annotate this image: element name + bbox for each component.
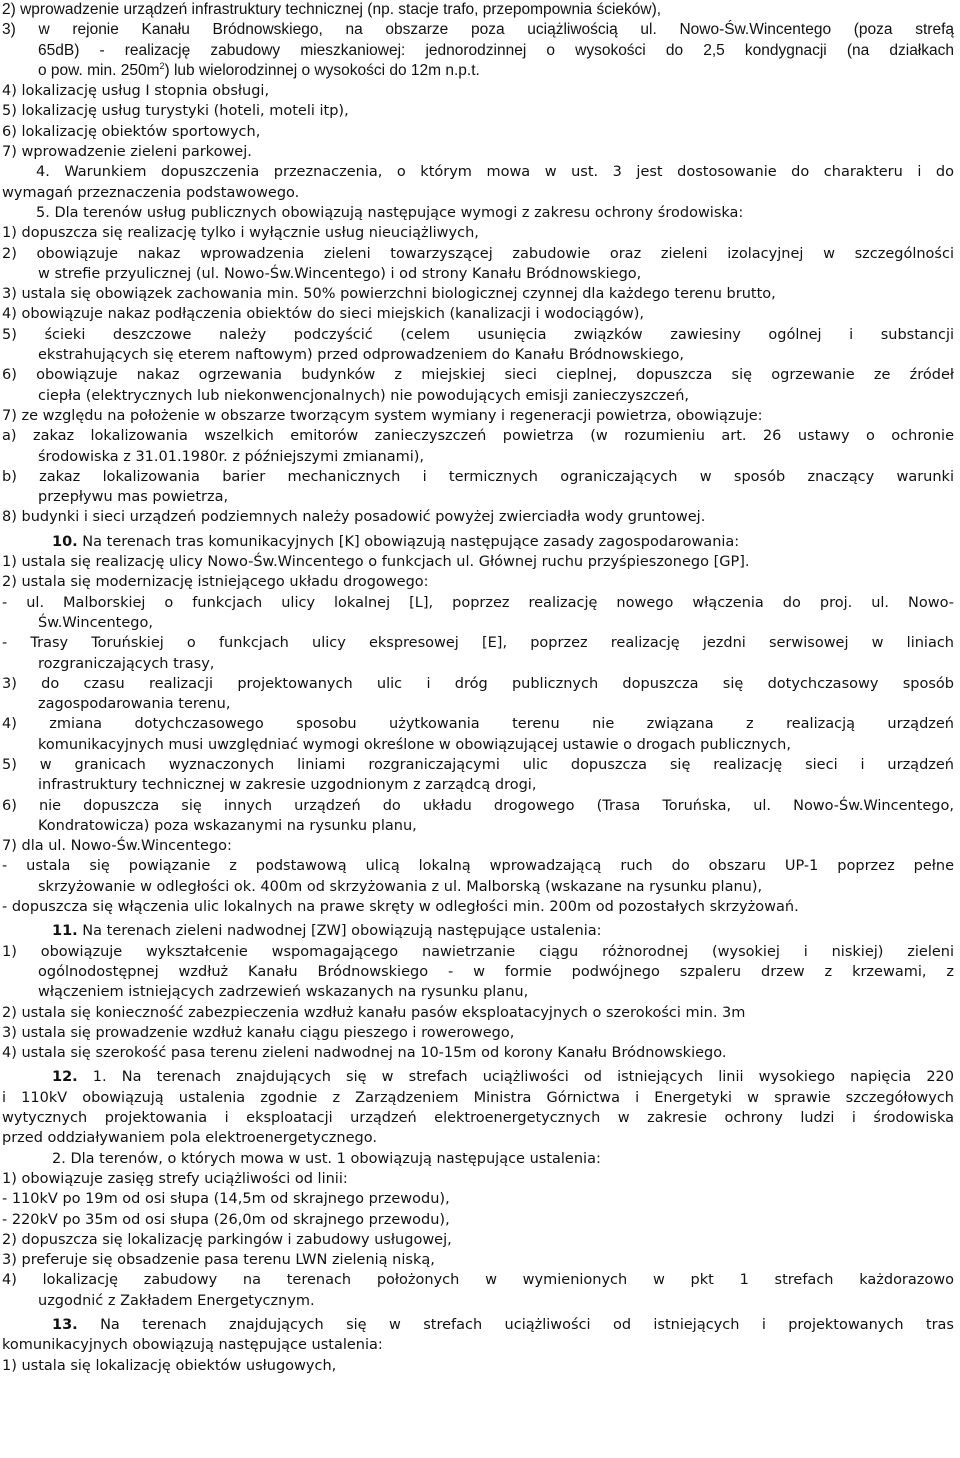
text-line: 5) ścieki deszczowe należy podczyścić (celem usunięcia związków zawiesiny ogólnej i substancji <box>2 326 954 343</box>
text-line: i 110kV obowiązują ustalenia zgodnie z Zarządzeniem Ministra Górnictwa i Energetyki w sprawie szczegółowych <box>2 1089 954 1106</box>
text-line: ogólnodostępnej wzdłuż Kanału Bródnowskiego - w formie podwójnego szpaleru drzew z krzewami, z <box>38 963 954 980</box>
text-line: skrzyżowanie w odległości ok. 400m od skrzyżowania z ul. Malborską (wskazane na rysunku planu), <box>38 878 763 895</box>
section-text: Na terenach zieleni nadwodnej [ZW] obowiązują następujące ustalenia: <box>77 923 602 940</box>
text-line: 7) wprowadzenie zieleni parkowej. <box>2 144 252 161</box>
section-11-heading <box>2 921 954 941</box>
text-line: 65dB) - realizację zabudowy mieszkaniowej: jednorodzinnej o wysokości do 2,5 kondygnacji (na działkach <box>38 41 954 59</box>
text-line: przepływu mas powietrza, <box>38 489 229 506</box>
text-line: - ustala się powiązanie z podstawową ulicą lokalną wprowadzającą ruch do obszaru UP-1 poprzez pełne <box>2 858 954 875</box>
text-line: b) zakaz lokalizowania barier mechanicznych i termicznych ograniczających w sposób znaczący warunki <box>2 468 954 485</box>
text-line: 7) dla ul. Nowo-Św.Wincentego: <box>2 838 232 855</box>
section-text: Na terenach znajdujących się w strefach uciążliwości od istniejących i projektowanych tras <box>77 1317 954 1333</box>
text-line: w strefie przyulicznej (ul. Nowo-Św.Wincentego) i od strony Kanału Bródnowskiego, <box>38 265 642 282</box>
section-text: 1. Na terenach znajdujących się w strefach uciążliwości od istniejących linii wysokiego napięcia 220 <box>77 1069 954 1086</box>
text-line: 1) ustala się realizację ulicy Nowo-Św.Wincentego o funkcjach ul. Głównej ruchu przyśpieszonego [GP]. <box>2 554 750 571</box>
text-line: 4) zmiana dotychczasowego sposobu użytkowania terenu nie związana z realizacją urządzeń <box>2 716 954 733</box>
text-line: uzgodnić z Zakładem Energetycznym. <box>38 1292 315 1309</box>
section-13-heading <box>2 1315 954 1335</box>
text-line: 7) ze względu na położenie w obszarze tworzącym system wymiany i regeneracji powietrza, obowiązuje: <box>2 407 763 424</box>
text-line: 3) preferuje się obsadzenie pasa terenu LWN zielenią niską, <box>2 1252 435 1269</box>
text-line: 2) ustala się konieczność zabezpieczenia wzdłuż kanału pasów eksploatacyjnych o szerokości min. 3m <box>2 1004 746 1021</box>
text-line: 1) obowiązuje wykształcenie wspomagającego nawietrzanie ciągu różnorodnej (wysokiej i niskiej) zieleni <box>2 943 954 960</box>
text-line: Św.Wincentego, <box>38 614 153 631</box>
text-line: 3) w rejonie Kanału Bródnowskiego, na obszarze poza uciążliwością ul. Nowo-Św.Wincentego (poza strefą <box>2 21 954 39</box>
text-line: 2) ustala się modernizację istniejącego układu drogowego: <box>2 574 429 591</box>
text-line: 4) ustala się szerokość pasa terenu zieleni nadwodnej na 10-15m od korony Kanału Bródnowskiego. <box>2 1045 727 1062</box>
text-line: - dopuszcza się włączenia ulic lokalnych na prawe skręty w odległości min. 200m od pozostałych skrzyżowań. <box>2 899 799 916</box>
section-number: 12. <box>52 1069 78 1086</box>
text-line: włączeniem istniejących zadrzewień wskazanych na rysunku planu, <box>38 984 529 1001</box>
text-line: 5) lokalizację usług turystyki (hoteli, moteli itp), <box>2 103 349 120</box>
text-line: 1) obowiązuje zasięg strefy uciążliwości od linii: <box>2 1170 348 1187</box>
text-fragment: o pow. min. 250m <box>38 61 160 79</box>
text-line: 1) ustala się lokalizację obiektów usługowych, <box>2 1357 337 1374</box>
text-line: zagospodarowania terenu, <box>38 696 231 713</box>
text-line: 6) nie dopuszcza się innych urządzeń do układu drogowego (Trasa Toruńska, ul. Nowo-Św.Wincentego, <box>2 797 954 814</box>
superscript: 2 <box>159 60 165 71</box>
text-line: 5) w granicach wyznaczonych liniami rozgraniczającymi ulic dopuszcza się realizację sieci i urządzeń <box>2 756 954 773</box>
text-fragment: ) lub wielorodzinnej o wysokości do 12m n.p.t. <box>164 61 480 79</box>
text-line: przed oddziaływaniem pola elektroenergetycznego. <box>2 1130 377 1147</box>
text-line: ciepła (elektrycznych lub niekonwencjonalnych) nie powodujących emisji zanieczyszczeń, <box>38 387 690 404</box>
text-line: 3) ustala się prowadzenie wzdłuż kanału ciągu pieszego i rowerowego, <box>2 1024 515 1041</box>
text-line: 6) lokalizację obiektów sportowych, <box>2 123 261 140</box>
text-line: 1) dopuszcza się realizację tylko i wyłącznie usług nieuciążliwych, <box>2 225 479 242</box>
text-line: 4) lokalizację usług I stopnia obsługi, <box>2 83 270 100</box>
text-line: - 220kV po 35m od osi słupa (26,0m od skrajnego przewodu), <box>2 1211 450 1228</box>
text-line: rozgraniczających trasy, <box>38 655 215 672</box>
text-line: 3) ustala się obowiązek zachowania min. 50% powierzchni biologicznej czynnej dla każdego terenu brutto, <box>2 286 776 303</box>
text-line: środowiska z 31.01.1980r. z późniejszymi zmianami), <box>38 448 425 465</box>
section-number: 10. <box>52 533 78 550</box>
text-line: 4. Warunkiem dopuszczenia przeznaczenia, o którym mowa w ust. 3 jest dostosowanie do charakteru i do <box>36 164 954 181</box>
section-10-heading <box>2 532 954 552</box>
text-line: a) zakaz lokalizowania wszelkich emitorów zanieczyszczeń powietrza (w rozumieniu art. 26 ustawy o ochronie <box>2 428 954 445</box>
section-number: 13. <box>52 1317 78 1333</box>
text-line: - 110kV po 19m od osi słupa (14,5m od skrajnego przewodu), <box>2 1191 450 1208</box>
section-text: Na terenach tras komunikacyjnych [K] obowiązują następujące zasady zagospodarowania: <box>77 533 740 550</box>
text-line: 6) obowiązuje nakaz ogrzewania budynków z miejskiej sieci cieplnej, dopuszcza się ogrzewanie ze źródeł <box>2 367 954 384</box>
section-12-heading <box>2 1067 954 1087</box>
text-line: 2) obowiązuje nakaz wprowadzenia zieleni towarzyszącej zabudowie oraz zieleni izolacyjnej w szczególności <box>2 245 954 262</box>
text-line: - ul. Malborskiej o funkcjach ulicy lokalnej [L], poprzez realizację nowego włączenia do proj. ul. Nowo- <box>2 594 954 611</box>
text-line: 2. Dla terenów, o których mowa w ust. 1 obowiązują następujące ustalenia: <box>52 1150 601 1167</box>
text-line: komunikacyjnych musi uwzględniać wymogi określone w obowiązującej ustawie o drogach publicznych, <box>38 736 791 753</box>
text-line: - Trasy Toruńskiej o funkcjach ulicy ekspresowej [E], poprzez realizację jezdni serwisowej w liniach <box>2 635 954 652</box>
text-line: 3) do czasu realizacji projektowanych ulic i dróg publicznych dopuszcza się dotychczasowy sposób <box>2 675 954 692</box>
text-line: wytycznych projektowania i eksploatacji urządzeń elektroenergetycznych w zakresie ochrony ludzi i środowiska <box>2 1110 954 1127</box>
text-line: 4) obowiązuje nakaz podłączenia obiektów do sieci miejskich (kanalizacji i wodociągów), <box>2 306 644 323</box>
text-line: 2) dopuszcza się lokalizację parkingów i zabudowy usługowej, <box>2 1231 452 1248</box>
text-line: wymagań przeznaczenia podstawowego. <box>2 184 300 201</box>
text-line: infrastruktury technicznej w zakresie uzgodnionym z zarządcą drogi, <box>38 777 537 794</box>
section-number: 11. <box>52 923 78 940</box>
text-line: komunikacyjnych obowiązują następujące ustalenia: <box>2 1337 383 1354</box>
text-line: ekstrahujących się eterem naftowym) przed odprowadzeniem do Kanału Bródnowskiego, <box>38 347 684 364</box>
text-line: 2) wprowadzenie urządzeń infrastruktury technicznej (np. stacje trafo, przepompownia ścieków), <box>2 1 662 18</box>
text-line: 4) lokalizację zabudowy na terenach położonych w wymienionych w pkt 1 strefach każdorazowo <box>2 1272 954 1289</box>
text-line: Kondratowicza) poza wskazanymi na rysunku planu, <box>38 817 417 834</box>
text-line <box>2 61 954 81</box>
text-line: 8) budynki i sieci urządzeń podziemnych należy posadowić powyżej zwierciadła wody gruntowej. <box>2 509 706 526</box>
text-line: 5. Dla terenów usług publicznych obowiązują następujące wymogi z zakresu ochrony środowiska: <box>36 204 744 221</box>
